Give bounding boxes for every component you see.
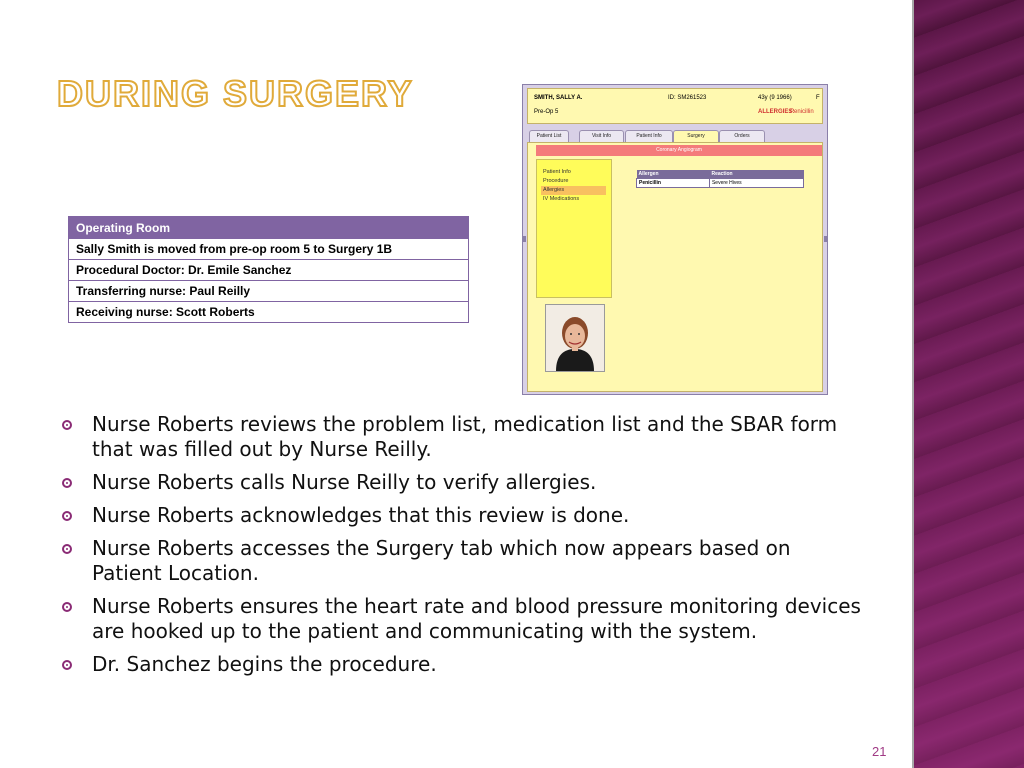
bullet-icon xyxy=(62,478,72,488)
page-number: 21 xyxy=(872,744,887,759)
bullet-text: Nurse Roberts ensures the heart rate and blood pressure monitoring devices are hooked up to the patient and communicating with the system. xyxy=(92,594,861,643)
bullet-icon xyxy=(62,420,72,430)
menu-item-allergies[interactable]: Allergies xyxy=(541,186,606,195)
tab-patient-list[interactable]: Patient List xyxy=(529,130,569,142)
procedure-bar: Coronary Angiogram xyxy=(536,145,822,156)
decorative-side-band xyxy=(912,0,1024,768)
allergy-table xyxy=(636,170,804,188)
patient-id: ID: SM261523 xyxy=(668,95,707,101)
tab-orders[interactable]: Orders xyxy=(719,130,765,142)
list-item xyxy=(62,536,862,586)
bullet-icon xyxy=(62,602,72,612)
ehr-screenshot xyxy=(522,84,828,395)
operating-room-table xyxy=(68,216,469,323)
tab-surgery[interactable]: Surgery xyxy=(673,130,719,143)
scroll-left-handle[interactable] xyxy=(523,236,526,242)
list-item xyxy=(62,652,862,677)
patient-avatar-icon xyxy=(546,305,604,371)
or-table-row: Transferring nurse: Paul Reilly xyxy=(69,281,469,302)
table-row[interactable] xyxy=(637,179,804,188)
patient-sex: F xyxy=(816,95,820,101)
ehr-side-menu xyxy=(536,159,612,298)
bullet-text: Dr. Sanchez begins the procedure. xyxy=(92,652,437,676)
bullet-text: Nurse Roberts calls Nurse Reilly to verify allergies. xyxy=(92,470,597,494)
slide-title: DURING SURGERY xyxy=(57,73,414,114)
bullet-icon xyxy=(62,511,72,521)
bullet-icon xyxy=(62,544,72,554)
bullet-text: Nurse Roberts acknowledges that this review is done. xyxy=(92,503,630,527)
ehr-content-panel xyxy=(527,142,823,392)
patient-location: Pre-Op 5 xyxy=(534,109,559,115)
side-band-edge xyxy=(912,0,914,768)
menu-item-patient-info[interactable]: Patient Info xyxy=(543,169,571,175)
or-table-row: Sally Smith is moved from pre-op room 5 to Surgery 1B xyxy=(69,239,469,260)
list-item xyxy=(62,412,862,462)
tab-visit-info[interactable]: Visit Info xyxy=(579,130,624,142)
allergy-header-allergen: Allergen xyxy=(637,170,710,179)
patient-photo xyxy=(545,304,605,372)
menu-item-procedure[interactable]: Procedure xyxy=(543,178,569,184)
allergy-reaction: Severe Hives xyxy=(709,179,803,188)
or-table-header: Operating Room xyxy=(69,217,469,239)
menu-item-iv-medications[interactable]: IV Medications xyxy=(543,196,580,202)
or-table-row: Procedural Doctor: Dr. Emile Sanchez xyxy=(69,260,469,281)
patient-age: 43y (9 1966) xyxy=(758,95,792,101)
or-table-row: Receiving nurse: Scott Roberts xyxy=(69,302,469,323)
allergy-allergen: Penicillin xyxy=(637,179,710,188)
bullet-list xyxy=(62,412,862,685)
list-item xyxy=(62,503,862,528)
tab-patient-info[interactable]: Patient Info xyxy=(625,130,673,142)
allergies-value: Penicillin xyxy=(790,109,814,115)
bullet-text: Nurse Roberts accesses the Surgery tab which now appears based on Patient Location. xyxy=(92,536,791,585)
bullet-icon xyxy=(62,660,72,670)
list-item xyxy=(62,594,862,644)
allergy-header-reaction: Reaction xyxy=(709,170,803,179)
allergies-label: ALLERGIES: xyxy=(758,109,795,115)
list-item xyxy=(62,470,862,495)
scroll-right-handle[interactable] xyxy=(824,236,827,242)
bullet-text: Nurse Roberts reviews the problem list, medication list and the SBAR form that was filled out by Nurse Reilly. xyxy=(92,412,838,461)
patient-banner xyxy=(527,88,823,124)
patient-name: SMITH, SALLY A. xyxy=(534,95,583,101)
